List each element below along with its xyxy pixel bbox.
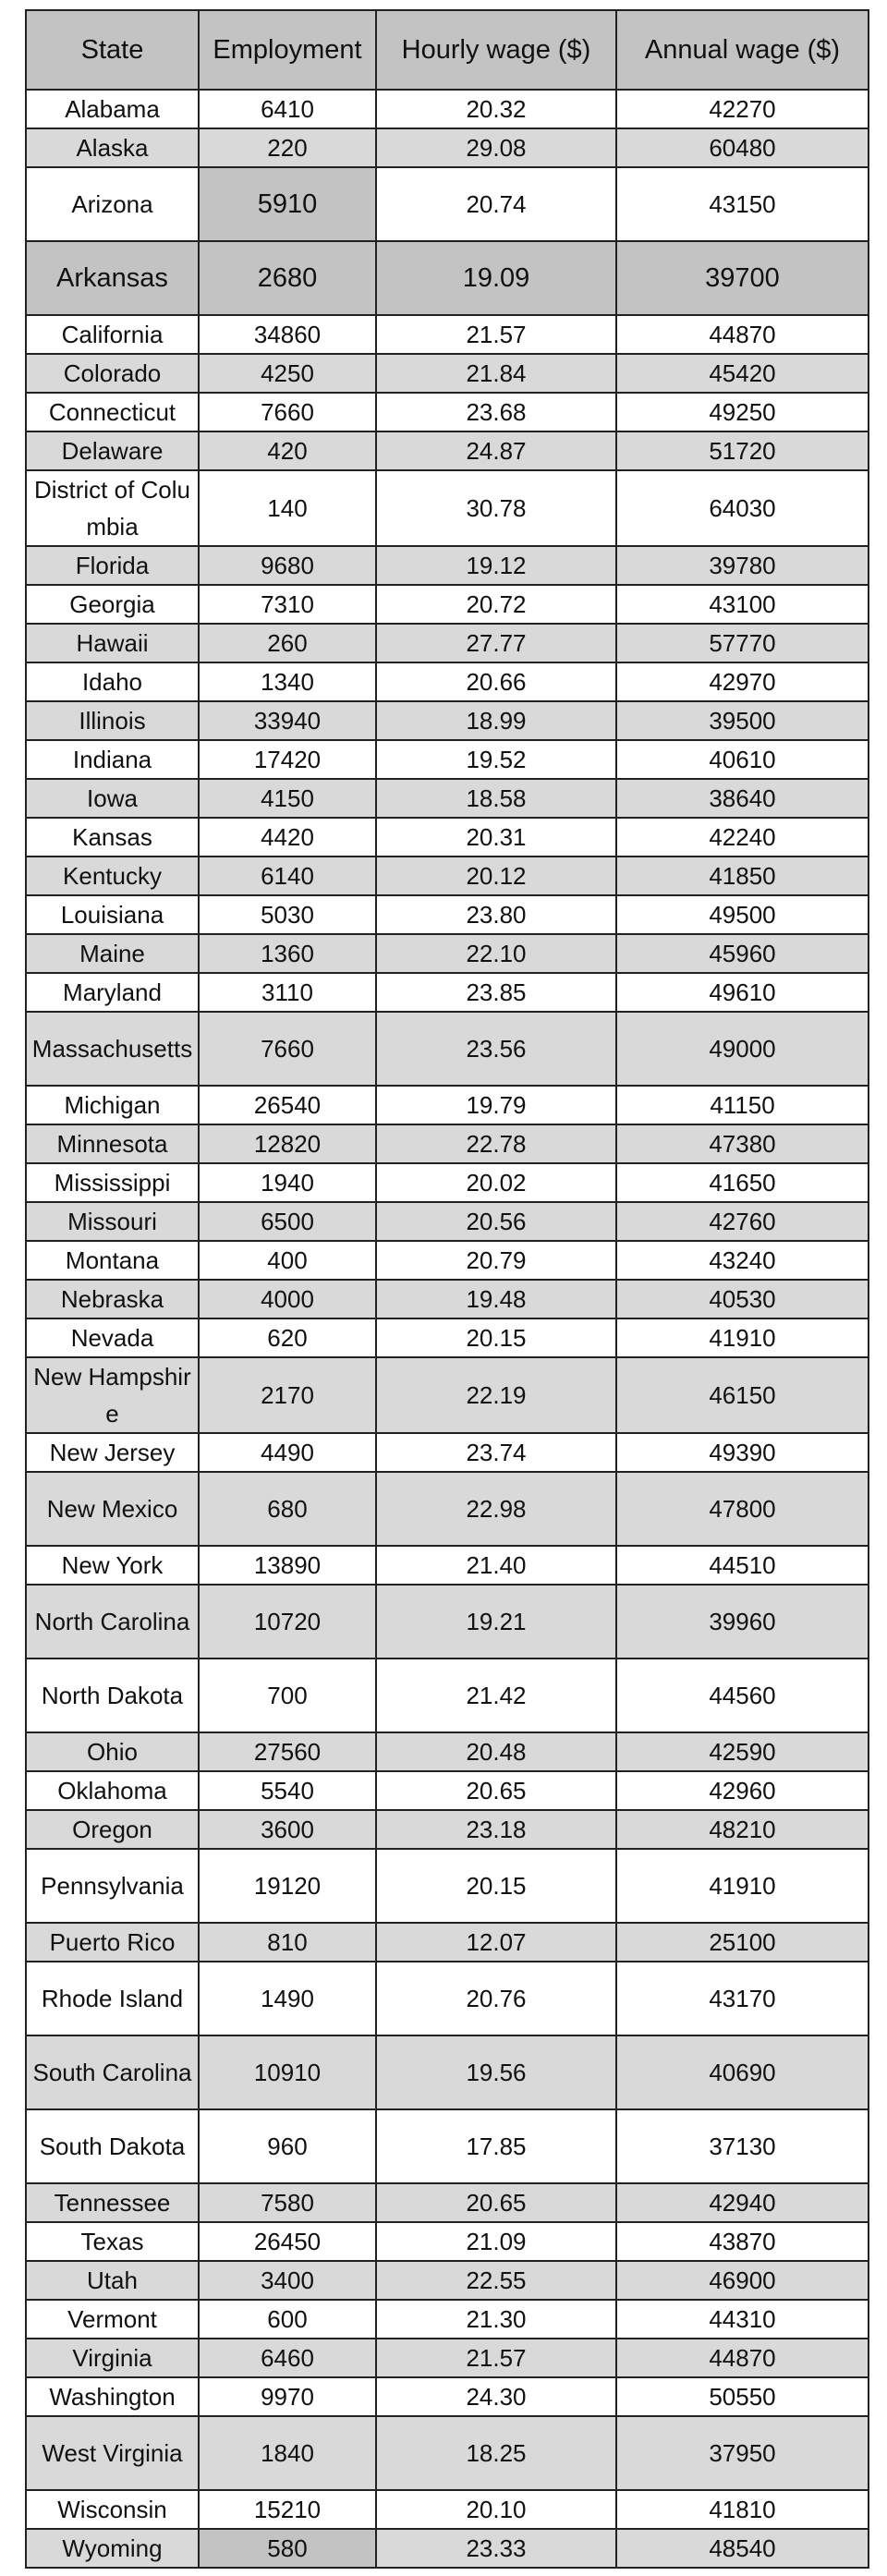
cell-state: Maryland (26, 973, 199, 1012)
table-row (26, 2035, 869, 2109)
cell-state: Vermont (26, 2300, 199, 2339)
cell-state: Colorado (26, 354, 199, 393)
cell-annual-wage: 47800 (616, 1472, 869, 1546)
cell-annual-wage: 49000 (616, 1012, 869, 1086)
table-row (26, 393, 869, 431)
cell-employment: 7660 (199, 1012, 376, 1086)
cell-employment: 19120 (199, 1849, 376, 1923)
cell-employment: 680 (199, 1472, 376, 1546)
cell-annual-wage: 45960 (616, 934, 869, 973)
cell-hourly-wage: 19.48 (376, 1280, 616, 1318)
cell-employment: 4250 (199, 354, 376, 393)
cell-hourly-wage: 22.78 (376, 1124, 616, 1163)
cell-hourly-wage: 20.56 (376, 1202, 616, 1241)
cell-hourly-wage: 20.79 (376, 1241, 616, 1280)
cell-state: Texas (26, 2222, 199, 2261)
cell-hourly-wage: 20.10 (376, 2490, 616, 2529)
table-row (26, 546, 869, 585)
cell-employment: 4490 (199, 1433, 376, 1472)
cell-annual-wage: 37130 (616, 2109, 869, 2183)
cell-employment: 1940 (199, 1163, 376, 1202)
cell-annual-wage: 39960 (616, 1585, 869, 1659)
cell-employment: 140 (199, 470, 376, 546)
wage-table (25, 9, 869, 2569)
table-row (26, 1923, 869, 1962)
cell-state: Wisconsin (26, 2490, 199, 2529)
cell-annual-wage: 43870 (616, 2222, 869, 2261)
cell-annual-wage: 42590 (616, 1732, 869, 1771)
cell-annual-wage: 48210 (616, 1810, 869, 1849)
cell-hourly-wage: 21.42 (376, 1659, 616, 1732)
table-row (26, 1771, 869, 1810)
cell-annual-wage: 46900 (616, 2261, 869, 2300)
cell-hourly-wage: 21.84 (376, 354, 616, 393)
table-row (26, 1849, 869, 1923)
cell-employment: 700 (199, 1659, 376, 1732)
cell-employment: 220 (199, 128, 376, 167)
cell-annual-wage: 41910 (616, 1849, 869, 1923)
cell-annual-wage: 42760 (616, 1202, 869, 1241)
cell-employment: 580 (199, 2529, 376, 2568)
cell-annual-wage: 57770 (616, 624, 869, 662)
cell-hourly-wage: 23.33 (376, 2529, 616, 2568)
table-row (26, 1810, 869, 1849)
cell-employment: 7660 (199, 393, 376, 431)
cell-annual-wage: 49610 (616, 973, 869, 1012)
cell-annual-wage: 44310 (616, 2300, 869, 2339)
table-row (26, 1202, 869, 1241)
cell-employment: 12820 (199, 1124, 376, 1163)
cell-state: Kansas (26, 818, 199, 857)
table-row (26, 1318, 869, 1357)
cell-hourly-wage: 20.72 (376, 585, 616, 624)
table-row (26, 128, 869, 167)
cell-hourly-wage: 21.30 (376, 2300, 616, 2339)
cell-annual-wage: 42270 (616, 90, 869, 128)
cell-employment: 6140 (199, 857, 376, 895)
cell-state: Delaware (26, 431, 199, 470)
cell-hourly-wage: 21.57 (376, 315, 616, 354)
cell-employment: 4000 (199, 1280, 376, 1318)
cell-state: Minnesota (26, 1124, 199, 1163)
cell-annual-wage: 44870 (616, 315, 869, 354)
cell-hourly-wage: 21.57 (376, 2339, 616, 2377)
cell-hourly-wage: 27.77 (376, 624, 616, 662)
cell-state: New Mexico (26, 1472, 199, 1546)
cell-hourly-wage: 20.12 (376, 857, 616, 895)
cell-annual-wage: 41650 (616, 1163, 869, 1202)
cell-annual-wage: 38640 (616, 779, 869, 818)
cell-employment: 10910 (199, 2035, 376, 2109)
cell-hourly-wage: 20.31 (376, 818, 616, 857)
cell-annual-wage: 64030 (616, 470, 869, 546)
cell-hourly-wage: 22.10 (376, 934, 616, 973)
cell-annual-wage: 41810 (616, 2490, 869, 2529)
cell-hourly-wage: 24.30 (376, 2377, 616, 2416)
cell-employment: 6410 (199, 90, 376, 128)
cell-state: Missouri (26, 1202, 199, 1241)
cell-state: Florida (26, 546, 199, 585)
table-row (26, 354, 869, 393)
cell-employment: 3600 (199, 1810, 376, 1849)
cell-annual-wage: 41150 (616, 1086, 869, 1124)
table-row (26, 470, 869, 546)
table-row (26, 1357, 869, 1433)
cell-state: Illinois (26, 701, 199, 740)
cell-employment: 6500 (199, 1202, 376, 1241)
table-row (26, 2109, 869, 2183)
table-row (26, 1585, 869, 1659)
cell-hourly-wage: 18.25 (376, 2416, 616, 2490)
table-row (26, 2261, 869, 2300)
cell-state: Georgia (26, 585, 199, 624)
cell-employment: 260 (199, 624, 376, 662)
table-row (26, 1732, 869, 1771)
cell-state: South Dakota (26, 2109, 199, 2183)
cell-state: Alabama (26, 90, 199, 128)
table-row (26, 701, 869, 740)
cell-state: District of Columbia (26, 470, 199, 546)
cell-employment: 7310 (199, 585, 376, 624)
table-row (26, 2300, 869, 2339)
cell-hourly-wage: 18.58 (376, 779, 616, 818)
cell-state: Alaska (26, 128, 199, 167)
table-row (26, 585, 869, 624)
cell-annual-wage: 49390 (616, 1433, 869, 1472)
cell-hourly-wage: 23.68 (376, 393, 616, 431)
cell-state: Montana (26, 1241, 199, 1280)
table-row (26, 2490, 869, 2529)
table-row (26, 241, 869, 315)
cell-hourly-wage: 23.56 (376, 1012, 616, 1086)
cell-hourly-wage: 20.65 (376, 2183, 616, 2222)
table-row (26, 895, 869, 934)
cell-annual-wage: 25100 (616, 1923, 869, 1962)
cell-employment: 1840 (199, 2416, 376, 2490)
cell-annual-wage: 49500 (616, 895, 869, 934)
cell-employment: 26450 (199, 2222, 376, 2261)
cell-hourly-wage: 19.12 (376, 546, 616, 585)
cell-annual-wage: 51720 (616, 431, 869, 470)
table-header (26, 10, 869, 90)
cell-employment: 10720 (199, 1585, 376, 1659)
table-row (26, 2529, 869, 2568)
cell-annual-wage: 60480 (616, 128, 869, 167)
cell-hourly-wage: 20.02 (376, 1163, 616, 1202)
cell-annual-wage: 47380 (616, 1124, 869, 1163)
table-row (26, 1280, 869, 1318)
cell-hourly-wage: 22.55 (376, 2261, 616, 2300)
cell-annual-wage: 40610 (616, 740, 869, 779)
cell-employment: 6460 (199, 2339, 376, 2377)
cell-annual-wage: 48540 (616, 2529, 869, 2568)
table-row (26, 973, 869, 1012)
cell-annual-wage: 42970 (616, 662, 869, 701)
cell-employment: 17420 (199, 740, 376, 779)
cell-hourly-wage: 19.56 (376, 2035, 616, 2109)
cell-hourly-wage: 30.78 (376, 470, 616, 546)
cell-annual-wage: 50550 (616, 2377, 869, 2416)
cell-state: Oklahoma (26, 1771, 199, 1810)
cell-state: Tennessee (26, 2183, 199, 2222)
header-state: State (26, 10, 199, 90)
cell-state: New Hampshire (26, 1357, 199, 1433)
cell-employment: 13890 (199, 1546, 376, 1585)
cell-hourly-wage: 19.21 (376, 1585, 616, 1659)
table-row (26, 779, 869, 818)
cell-state: Louisiana (26, 895, 199, 934)
cell-employment: 620 (199, 1318, 376, 1357)
cell-annual-wage: 41910 (616, 1318, 869, 1357)
cell-employment: 2170 (199, 1357, 376, 1433)
cell-annual-wage: 49250 (616, 393, 869, 431)
cell-hourly-wage: 22.19 (376, 1357, 616, 1433)
cell-hourly-wage: 21.09 (376, 2222, 616, 2261)
table-row (26, 934, 869, 973)
cell-annual-wage: 44870 (616, 2339, 869, 2377)
cell-employment: 5540 (199, 1771, 376, 1810)
cell-state: North Dakota (26, 1659, 199, 1732)
cell-employment: 4420 (199, 818, 376, 857)
header-row (26, 10, 869, 90)
cell-state: Rhode Island (26, 1962, 199, 2035)
cell-employment: 960 (199, 2109, 376, 2183)
cell-employment: 33940 (199, 701, 376, 740)
cell-annual-wage: 37950 (616, 2416, 869, 2490)
table-row (26, 2222, 869, 2261)
cell-state: West Virginia (26, 2416, 199, 2490)
cell-state: North Carolina (26, 1585, 199, 1659)
table-row (26, 2416, 869, 2490)
cell-state: Idaho (26, 662, 199, 701)
cell-state: New Jersey (26, 1433, 199, 1472)
cell-annual-wage: 44560 (616, 1659, 869, 1732)
cell-hourly-wage: 20.66 (376, 662, 616, 701)
table-row (26, 1163, 869, 1202)
cell-annual-wage: 43170 (616, 1962, 869, 2035)
table-row (26, 857, 869, 895)
cell-state: Pennsylvania (26, 1849, 199, 1923)
cell-hourly-wage: 20.65 (376, 1771, 616, 1810)
cell-state: Nevada (26, 1318, 199, 1357)
cell-annual-wage: 42940 (616, 2183, 869, 2222)
cell-hourly-wage: 23.18 (376, 1810, 616, 1849)
cell-employment: 2680 (199, 241, 376, 315)
cell-state: Hawaii (26, 624, 199, 662)
table-row (26, 1086, 869, 1124)
cell-annual-wage: 39700 (616, 241, 869, 315)
table-row (26, 740, 869, 779)
cell-hourly-wage: 20.76 (376, 1962, 616, 2035)
table-row (26, 1546, 869, 1585)
cell-annual-wage: 40530 (616, 1280, 869, 1318)
cell-employment: 26540 (199, 1086, 376, 1124)
table-row (26, 315, 869, 354)
cell-annual-wage: 45420 (616, 354, 869, 393)
table-row (26, 818, 869, 857)
cell-state: Arkansas (26, 241, 199, 315)
cell-employment: 7580 (199, 2183, 376, 2222)
cell-state: Indiana (26, 740, 199, 779)
table-row (26, 1241, 869, 1280)
cell-employment: 810 (199, 1923, 376, 1962)
cell-hourly-wage: 24.87 (376, 431, 616, 470)
cell-employment: 9970 (199, 2377, 376, 2416)
table-row (26, 90, 869, 128)
cell-state: Iowa (26, 779, 199, 818)
table-row (26, 2183, 869, 2222)
cell-hourly-wage: 19.52 (376, 740, 616, 779)
cell-annual-wage: 43100 (616, 585, 869, 624)
table-row (26, 1433, 869, 1472)
cell-annual-wage: 41850 (616, 857, 869, 895)
cell-annual-wage: 42960 (616, 1771, 869, 1810)
cell-state: Kentucky (26, 857, 199, 895)
cell-state: Oregon (26, 1810, 199, 1849)
cell-employment: 3400 (199, 2261, 376, 2300)
cell-hourly-wage: 18.99 (376, 701, 616, 740)
cell-hourly-wage: 23.85 (376, 973, 616, 1012)
cell-state: Puerto Rico (26, 1923, 199, 1962)
cell-state: Washington (26, 2377, 199, 2416)
table-row (26, 1962, 869, 2035)
cell-employment: 600 (199, 2300, 376, 2339)
cell-hourly-wage: 20.15 (376, 1318, 616, 1357)
cell-state: Arizona (26, 167, 199, 241)
cell-state: South Carolina (26, 2035, 199, 2109)
cell-employment: 400 (199, 1241, 376, 1280)
cell-hourly-wage: 20.74 (376, 167, 616, 241)
cell-annual-wage: 43150 (616, 167, 869, 241)
cell-hourly-wage: 20.15 (376, 1849, 616, 1923)
cell-hourly-wage: 23.74 (376, 1433, 616, 1472)
cell-hourly-wage: 20.32 (376, 90, 616, 128)
table-row (26, 167, 869, 241)
cell-state: Michigan (26, 1086, 199, 1124)
cell-employment: 1490 (199, 1962, 376, 2035)
table-row (26, 2377, 869, 2416)
cell-employment: 1340 (199, 662, 376, 701)
cell-annual-wage: 46150 (616, 1357, 869, 1433)
cell-hourly-wage: 23.80 (376, 895, 616, 934)
cell-hourly-wage: 17.85 (376, 2109, 616, 2183)
cell-employment: 1360 (199, 934, 376, 973)
cell-employment: 420 (199, 431, 376, 470)
cell-employment: 5910 (199, 167, 376, 241)
cell-hourly-wage: 22.98 (376, 1472, 616, 1546)
cell-state: California (26, 315, 199, 354)
cell-annual-wage: 44510 (616, 1546, 869, 1585)
cell-state: Massachusetts (26, 1012, 199, 1086)
table-row (26, 624, 869, 662)
cell-state: Ohio (26, 1732, 199, 1771)
cell-hourly-wage: 19.09 (376, 241, 616, 315)
table-row (26, 2339, 869, 2377)
cell-state: Utah (26, 2261, 199, 2300)
header-hourly-wage: Hourly wage ($) (376, 10, 616, 90)
cell-hourly-wage: 20.48 (376, 1732, 616, 1771)
header-annual-wage: Annual wage ($) (616, 10, 869, 90)
cell-employment: 15210 (199, 2490, 376, 2529)
cell-state: Nebraska (26, 1280, 199, 1318)
table-row (26, 662, 869, 701)
cell-hourly-wage: 21.40 (376, 1546, 616, 1585)
cell-employment: 27560 (199, 1732, 376, 1771)
cell-state: New York (26, 1546, 199, 1585)
cell-annual-wage: 42240 (616, 818, 869, 857)
cell-state: Mississippi (26, 1163, 199, 1202)
cell-employment: 3110 (199, 973, 376, 1012)
cell-annual-wage: 43240 (616, 1241, 869, 1280)
cell-state: Virginia (26, 2339, 199, 2377)
cell-state: Maine (26, 934, 199, 973)
cell-hourly-wage: 19.79 (376, 1086, 616, 1124)
table-body (26, 90, 869, 2568)
cell-employment: 9680 (199, 546, 376, 585)
cell-employment: 4150 (199, 779, 376, 818)
cell-annual-wage: 39500 (616, 701, 869, 740)
table-row (26, 431, 869, 470)
header-employment: Employment (199, 10, 376, 90)
cell-employment: 34860 (199, 315, 376, 354)
table-row (26, 1659, 869, 1732)
cell-hourly-wage: 12.07 (376, 1923, 616, 1962)
cell-employment: 5030 (199, 895, 376, 934)
table-row (26, 1012, 869, 1086)
table-row (26, 1472, 869, 1546)
cell-state: Connecticut (26, 393, 199, 431)
cell-state: Wyoming (26, 2529, 199, 2568)
cell-annual-wage: 39780 (616, 546, 869, 585)
cell-annual-wage: 40690 (616, 2035, 869, 2109)
cell-hourly-wage: 29.08 (376, 128, 616, 167)
table-row (26, 1124, 869, 1163)
